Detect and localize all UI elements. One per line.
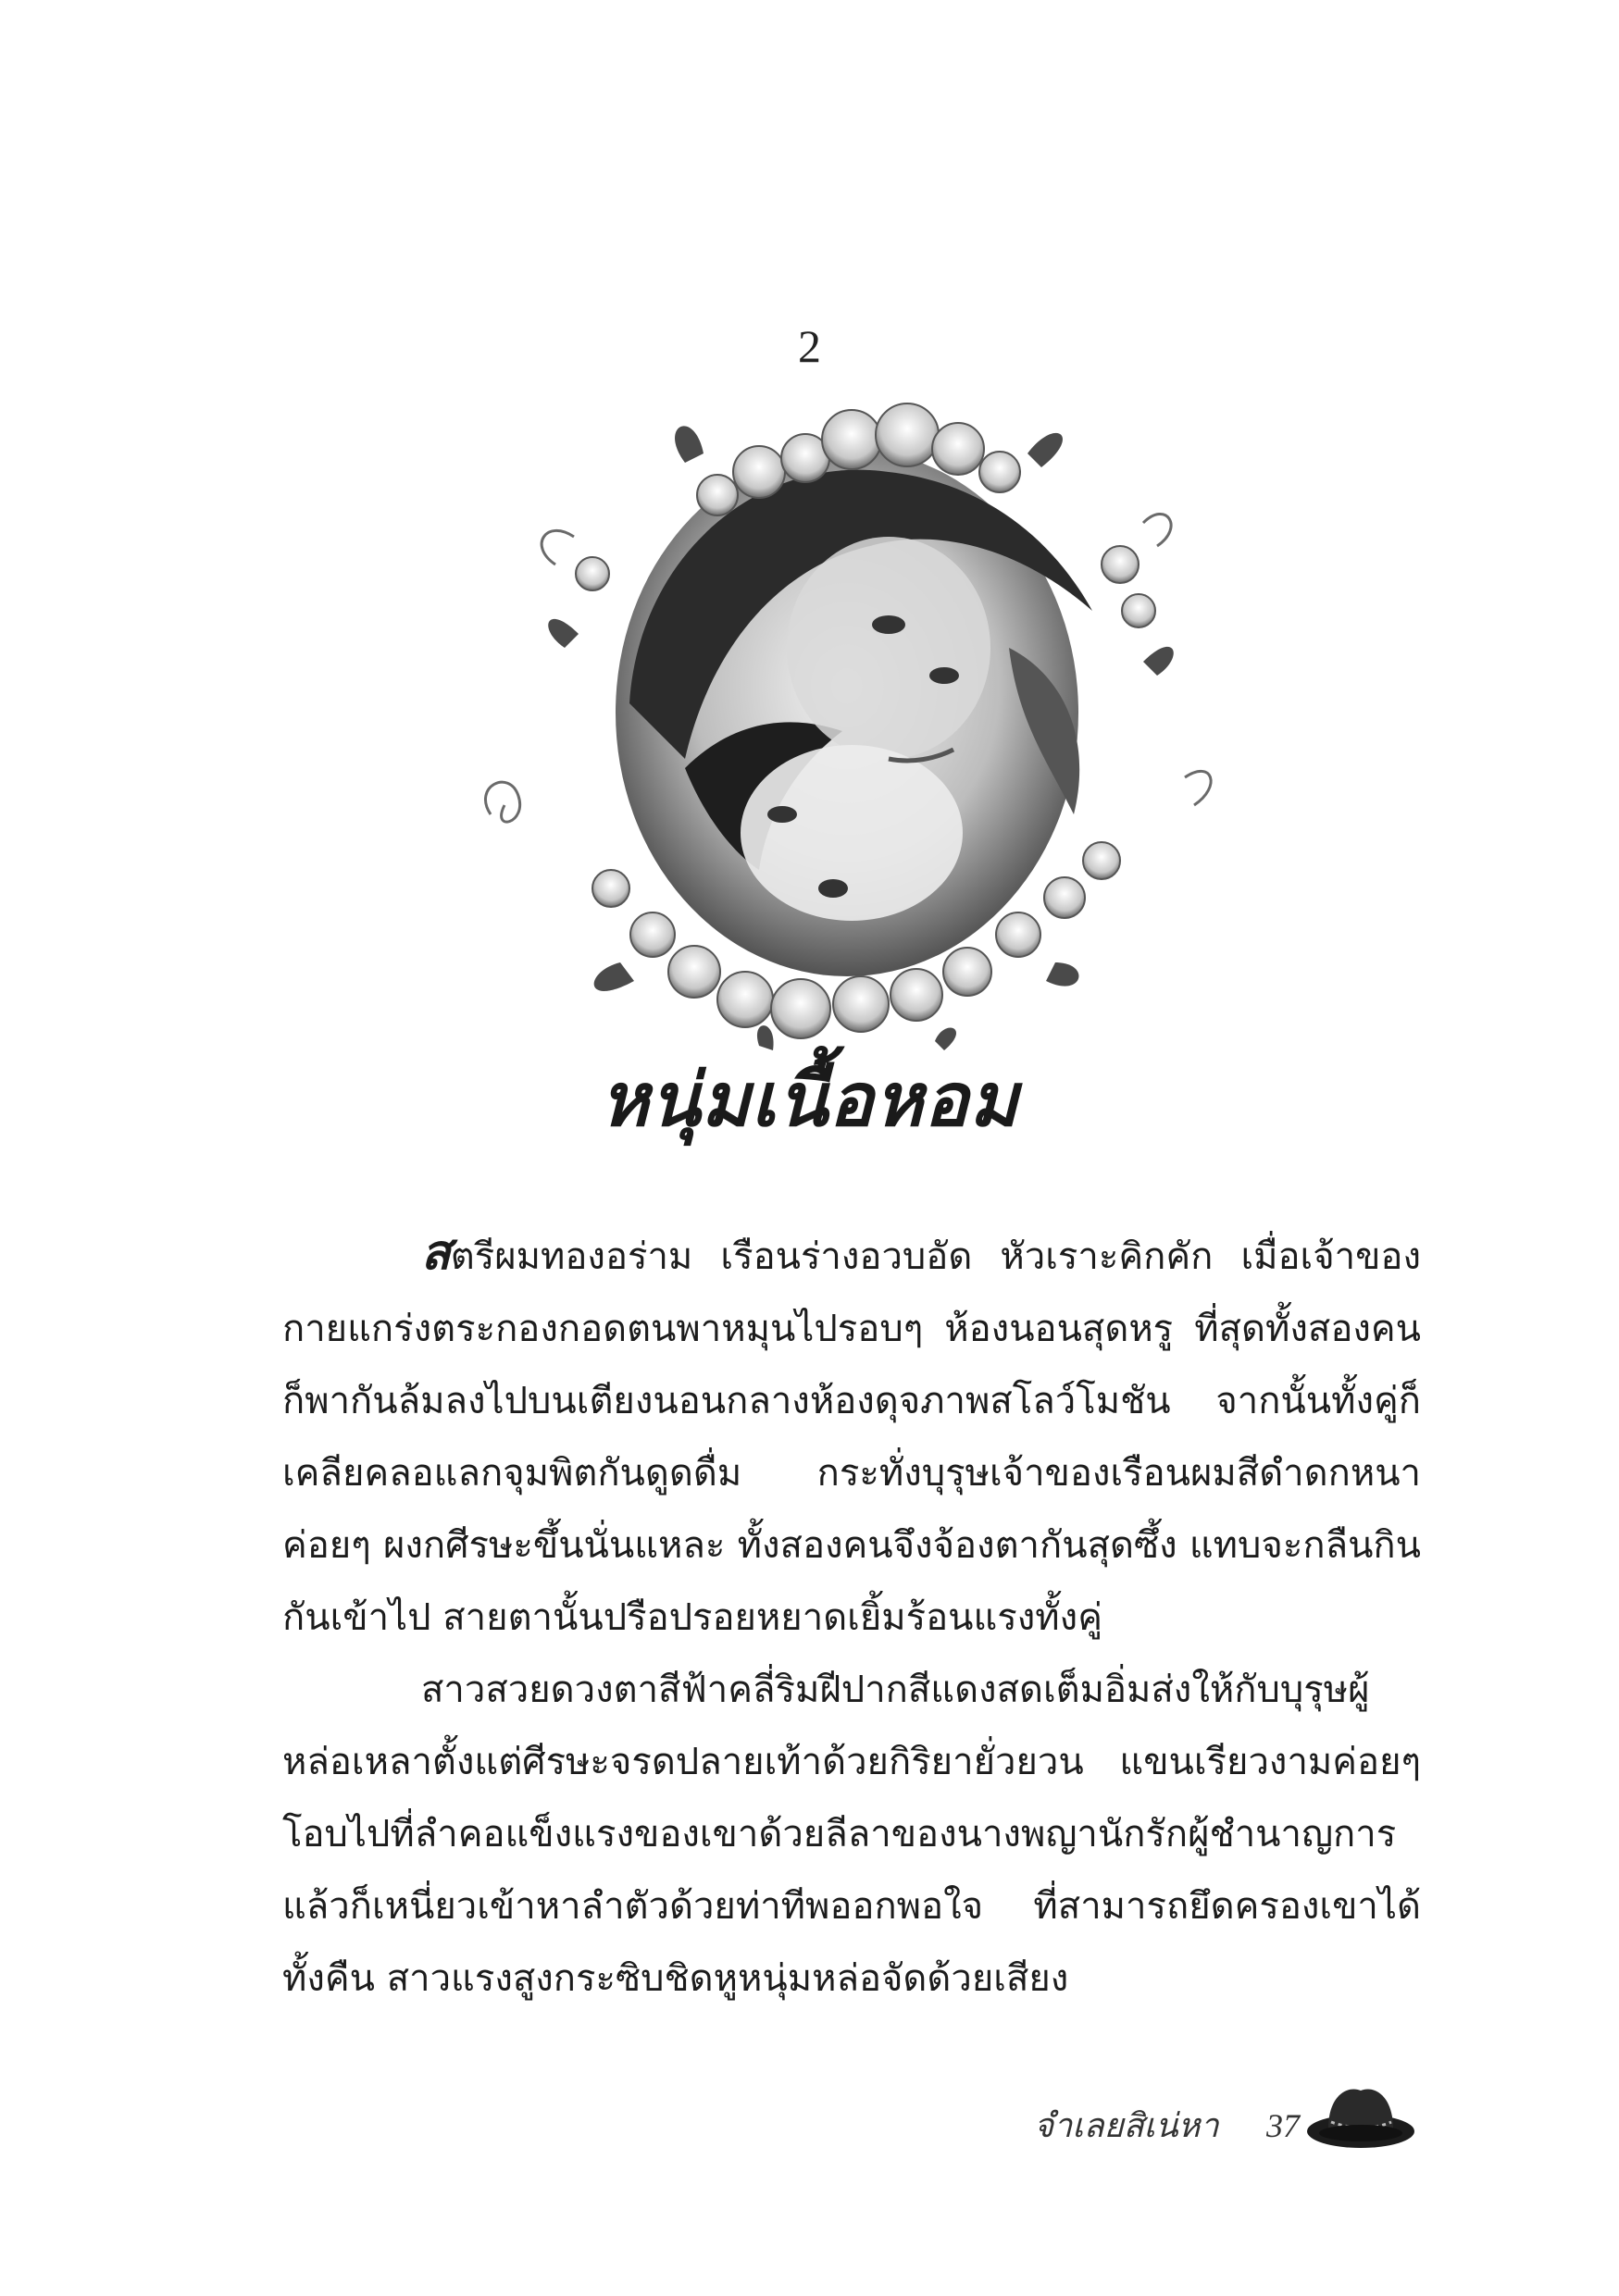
paragraph bbox=[282, 1654, 1421, 2015]
chapter-title: หนุ่มเนื้อหอม bbox=[600, 1056, 1019, 1143]
drop-cap: ส bbox=[421, 1224, 451, 1281]
paragraph-text: สาวสวยดวงตาสีฟ้าคลี่ริมฝีปากสีแดงสดเต็มอิ่มส่งให้กับบุรุษผู้หล่อเหลาตั้งแต่ศีรษะจรดปลายเท้าด้วยกิริยายั่วยวน แขนเรียวงามค่อยๆ โอบไปที่ลำคอแข็งแรงของเขาด้วยลีลาของนางพญานักรักผู้ชำนาญการ แล้วก็เหนี่ยวเข้าหาลำตัวด้วยท่าทีพออกพอใจ ที่สามารถยึดครองเขาได้ทั้งคืน สาวแรงสูงกระซิบชิดหูหนุ่มหล่อจัดด้วยเสียง bbox=[282, 1669, 1421, 2000]
paragraph bbox=[282, 1217, 1421, 1654]
cowboy-hat-icon bbox=[1305, 2078, 1416, 2161]
page-footer bbox=[1034, 2099, 1300, 2152]
page-number: 37 bbox=[1266, 2107, 1300, 2144]
couple-portrait-floral-wreath-icon bbox=[454, 370, 1240, 1074]
running-title: จำเลยสิเน่หา bbox=[1033, 2107, 1219, 2145]
body-text bbox=[282, 1217, 1421, 2015]
chapter-number: 2 bbox=[798, 320, 821, 372]
paragraph-text: ตรีผมทองอร่าม เรือนร่างอวบอัด หัวเราะคิกคัก เมื่อเจ้าของกายแกร่งตระกองกอดตนพาหมุนไปรอบๆ ห้องนอนสุดหรู ที่สุดทั้งสองคนก็พากันล้มลงไปบนเตียงนอนกลางห้องดุจภาพสโลว์โมชัน จากนั้นทั้งคู่ก็เคลียคลอแลกจุมพิตกันดูดดื่ม กระทั่งบุรุษเจ้าของเรือนผมสีดำดกหนาค่อยๆ ผงกศีรษะขึ้นนั่นแหละ ทั้งสองคนจึงจ้องตากันสุดซึ้ง แทบจะกลืนกินกันเข้าไป สายตานั้นปรือปรอยหยาดเยิ้มร้อนแรงทั้งคู่ bbox=[282, 1235, 1421, 1639]
